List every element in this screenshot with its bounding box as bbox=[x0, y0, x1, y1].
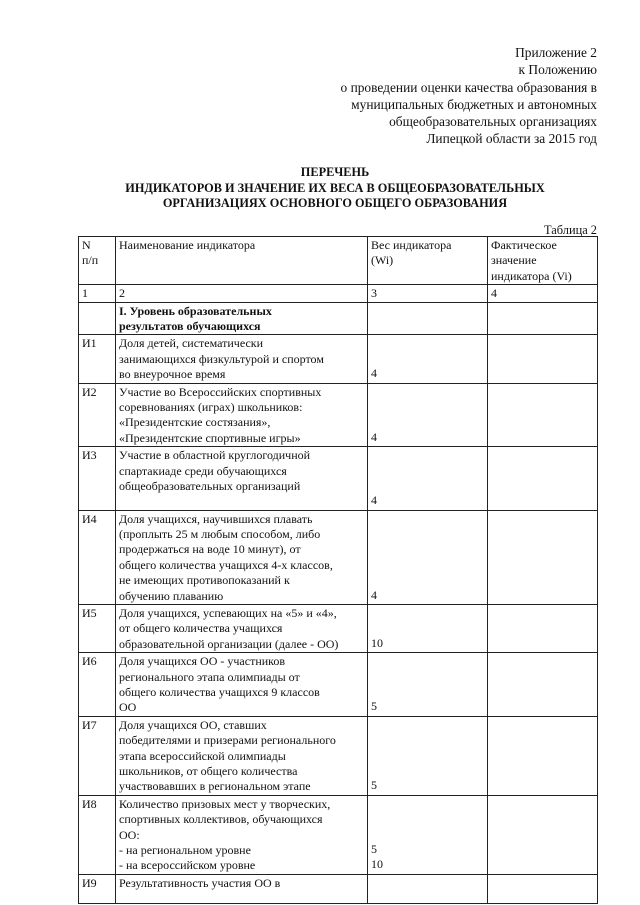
indicator-name-line: Количество призовых мест у творческих, bbox=[119, 796, 331, 811]
indicator-name bbox=[116, 383, 368, 447]
document-title bbox=[100, 165, 570, 212]
indicator-name-line: школьников, от общего количества bbox=[119, 764, 298, 778]
indicator-name-line: Доля учащихся, научившихся плавать bbox=[119, 511, 313, 526]
header-text: Вес индикатора bbox=[371, 238, 452, 252]
header-line: о проведении оценки качества образования в bbox=[340, 79, 597, 95]
column-number-row bbox=[79, 285, 598, 302]
title-line: ИНДИКАТОРОВ И ЗНАЧЕНИЕ ИХ ВЕСА В ОБЩЕОБРАЗОВАТЕЛЬНЫХ bbox=[125, 180, 545, 195]
indicator-name-line: спортивных коллективов, обучающихся bbox=[119, 812, 323, 827]
col-number: 3 bbox=[368, 285, 488, 302]
header-name bbox=[116, 237, 368, 285]
indicator-code: И9 bbox=[79, 874, 116, 903]
indicator-actual bbox=[488, 335, 598, 383]
indicator-name bbox=[116, 795, 368, 874]
section-row bbox=[79, 302, 598, 335]
indicator-name-line: Доля детей, систематически bbox=[119, 336, 264, 351]
header-num bbox=[79, 237, 116, 285]
indicator-actual bbox=[488, 874, 598, 903]
title-line: ОРГАНИЗАЦИЯХ ОСНОВНОГО ОБЩЕГО ОБРАЗОВАНИЯ bbox=[162, 196, 508, 210]
indicator-name-line: регионального этапа олимпиады от bbox=[119, 669, 300, 684]
table-row bbox=[79, 716, 598, 795]
indicator-weight bbox=[368, 716, 488, 795]
indicator-name-line: - на всероссийском уровне bbox=[119, 858, 256, 873]
table-row bbox=[79, 653, 598, 717]
weight-value: 10 bbox=[371, 857, 383, 872]
table-row bbox=[79, 447, 598, 510]
table-row bbox=[79, 795, 598, 874]
indicator-actual bbox=[488, 716, 598, 795]
table-row bbox=[79, 335, 598, 383]
indicator-name bbox=[116, 653, 368, 717]
indicator-name-line: участвовавших в региональном этапе bbox=[119, 779, 311, 794]
weight-value: 5 bbox=[371, 842, 377, 857]
indicator-code: И6 bbox=[79, 653, 116, 717]
table-caption: Таблица 2 bbox=[544, 223, 597, 237]
header-line: к Положению bbox=[518, 62, 597, 78]
indicator-name-line: «Президентские состязания», bbox=[119, 415, 271, 430]
header-line: Приложение 2 bbox=[515, 45, 597, 60]
indicator-name-line: - на региональном уровне bbox=[119, 843, 251, 858]
indicator-name-line: Участие в областной круглогодичной bbox=[119, 448, 311, 463]
header-text: Наименование индикатора bbox=[119, 238, 256, 252]
indicator-name-line: Доля учащихся ОО - участников bbox=[119, 654, 286, 669]
indicator-name-line: общеобразовательных организаций bbox=[119, 479, 301, 494]
indicator-name-line: спартакиаде среди обучающихся bbox=[119, 463, 287, 478]
indicator-weight bbox=[368, 510, 488, 604]
indicator-name-line: общего количества учащихся 4-х классов, bbox=[119, 557, 333, 572]
indicator-name-line: этапа всероссийской олимпиады bbox=[119, 748, 286, 763]
indicator-name bbox=[116, 510, 368, 604]
indicator-name-line: Доля учащихся ОО, ставших bbox=[119, 717, 267, 732]
table-row bbox=[79, 383, 598, 447]
indicator-name-line: ОО: bbox=[119, 827, 140, 842]
table-header-row bbox=[79, 237, 598, 285]
table-body bbox=[79, 237, 598, 904]
weight-value: 4 bbox=[371, 366, 377, 381]
indicator-name bbox=[116, 335, 368, 383]
indicator-name-line: от общего количества учащихся bbox=[119, 621, 283, 636]
indicator-actual bbox=[488, 447, 598, 510]
weight-value: 10 bbox=[371, 635, 383, 650]
indicator-name-line: общего количества учащихся 9 классов bbox=[119, 684, 320, 699]
col-number: 4 bbox=[488, 285, 598, 302]
weight-value: 4 bbox=[371, 429, 377, 444]
indicator-name bbox=[116, 716, 368, 795]
title-line: ПЕРЕЧЕНЬ bbox=[300, 165, 370, 179]
indicator-weight bbox=[368, 874, 488, 903]
indicator-weight bbox=[368, 795, 488, 874]
indicator-weight bbox=[368, 653, 488, 717]
header-line: Липецкой области за 2015 год bbox=[426, 131, 597, 147]
section-weight-cell bbox=[368, 302, 488, 335]
indicators-table bbox=[78, 236, 598, 904]
indicator-weight bbox=[368, 383, 488, 447]
indicator-actual bbox=[488, 383, 598, 447]
indicator-name-line: не имеющих противопоказаний к bbox=[119, 573, 290, 588]
section-actual-cell bbox=[488, 302, 598, 335]
indicator-weight bbox=[368, 447, 488, 510]
indicator-name-line: Результативность участия ОО в bbox=[119, 875, 281, 890]
appendix-header bbox=[341, 44, 597, 148]
indicator-actual bbox=[488, 653, 598, 717]
indicator-code: И3 bbox=[79, 447, 116, 510]
weight-value: 5 bbox=[371, 778, 377, 793]
weight-value: 4 bbox=[371, 587, 377, 602]
weight-value: 4 bbox=[371, 493, 377, 508]
indicator-code: И5 bbox=[79, 604, 116, 652]
indicator-name bbox=[116, 874, 368, 903]
indicator-code: И2 bbox=[79, 383, 116, 447]
section-line: I. Уровень образовательных bbox=[119, 303, 272, 318]
indicator-name bbox=[116, 447, 368, 510]
indicator-name-line: занимающихся физкультурой и спортом bbox=[119, 351, 324, 366]
table-row bbox=[79, 510, 598, 604]
indicator-code: И8 bbox=[79, 795, 116, 874]
indicator-code: И7 bbox=[79, 716, 116, 795]
section-num-cell bbox=[79, 302, 116, 335]
col-number: 1 bbox=[79, 285, 116, 302]
header-line: муниципальных бюджетных и автономных bbox=[351, 96, 597, 112]
indicator-name-line: образовательной организации (далее - ОО) bbox=[119, 636, 339, 651]
header-text: N bbox=[82, 238, 91, 252]
header-actual bbox=[488, 237, 598, 285]
indicator-name-line: (проплыть 25 м любым способом, либо bbox=[119, 526, 321, 541]
indicator-name-line: соревнованиях (играх) школьников: bbox=[119, 400, 303, 415]
header-text: значение bbox=[491, 253, 537, 268]
indicator-actual bbox=[488, 795, 598, 874]
indicator-name-line: во внеурочное время bbox=[119, 367, 226, 382]
indicator-name-line: победителями и призерами регионального bbox=[119, 733, 336, 748]
section-title bbox=[116, 302, 368, 335]
indicator-name bbox=[116, 604, 368, 652]
indicator-name-line: продержаться на воде 10 минут), от bbox=[119, 542, 301, 557]
indicator-actual bbox=[488, 510, 598, 604]
col-number: 2 bbox=[116, 285, 368, 302]
indicator-weight bbox=[368, 604, 488, 652]
weight-value: 5 bbox=[371, 699, 377, 714]
indicator-name-line: «Президентские спортивные игры» bbox=[119, 430, 301, 445]
header-text: Фактическое bbox=[491, 238, 557, 252]
indicator-name-line: обучению плаванию bbox=[119, 588, 224, 603]
header-line: общеобразовательных организациях bbox=[389, 114, 597, 130]
table-row bbox=[79, 604, 598, 652]
indicator-code: И4 bbox=[79, 510, 116, 604]
indicator-actual bbox=[488, 604, 598, 652]
table-row bbox=[79, 874, 598, 903]
indicator-name-line: Участие во Всероссийских спортивных bbox=[119, 384, 322, 399]
header-text: (Wi) bbox=[371, 253, 394, 268]
indicator-name-line: Доля учащихся, успевающих на «5» и «4», bbox=[119, 605, 337, 620]
indicator-code: И1 bbox=[79, 335, 116, 383]
header-weight bbox=[368, 237, 488, 285]
section-line: результатов обучающихся bbox=[119, 319, 261, 334]
indicator-weight bbox=[368, 335, 488, 383]
header-text: индикатора (Vi) bbox=[491, 268, 572, 283]
indicator-name-line: ОО bbox=[119, 700, 137, 715]
header-text: п/п bbox=[82, 253, 99, 268]
